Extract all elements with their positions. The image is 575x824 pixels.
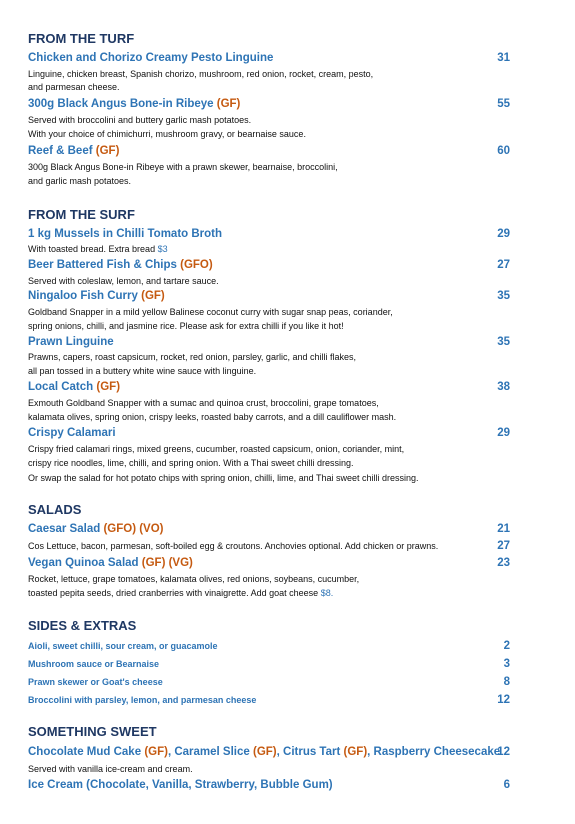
item-name-text: Prawn Linguine	[28, 336, 114, 348]
item-description: Prawns, capers, roast capsicum, rocket, red onion, parsley, garlic, and chilli flakes,	[28, 352, 356, 362]
item-description: and parmesan cheese.	[28, 82, 120, 92]
item-name-text: Reef & Beef	[28, 145, 93, 157]
dessert-name: , Caramel Slice	[167, 746, 253, 758]
dessert-name: Chocolate Mud Cake	[28, 746, 145, 758]
dietary-tag: (GF)	[96, 381, 121, 393]
section-title-salads: SALADS	[28, 502, 82, 517]
side-item-price: 12	[497, 694, 510, 706]
item-name-text: 1 kg Mussels in Chilli Tomato Broth	[28, 228, 223, 240]
dessert-name: , Citrus Tart	[276, 746, 344, 758]
item-description: Or swap the salad for hot potato chips with spring onion, chilli, lime, and Thai sweet chilli dressing.	[28, 473, 419, 483]
item-price: 27	[497, 259, 510, 271]
dietary-tag: (GFO)	[180, 259, 213, 271]
dietary-tag: (GF)	[252, 746, 277, 758]
item-description: Exmouth Goldband Snapper with a sumac and quinoa crust, broccolini, grape tomatoes,	[28, 398, 379, 408]
item-name	[28, 336, 114, 348]
side-item-price: 2	[503, 640, 510, 652]
item-description	[28, 244, 168, 255]
item-name	[28, 228, 222, 240]
side-item-name: Broccolini with parsley, lemon, and parmesan cheese	[28, 695, 257, 705]
item-price: 6	[503, 779, 510, 791]
section-title-sides: SIDES & EXTRAS	[28, 618, 137, 633]
item-description: 300g Black Angus Bone-in Ribeye with a prawn skewer, bearnaise, broccolini,	[28, 162, 338, 172]
side-item-name: Prawn skewer or Goat's cheese	[28, 677, 163, 687]
item-name-text: Local Catch	[28, 381, 94, 393]
dietary-tag: (GF)	[144, 746, 168, 758]
item-name	[28, 427, 116, 439]
item-description: Cos Lettuce, bacon, parmesan, soft-boiled egg & croutons. Anchovies optional. Add chicken or prawns.	[28, 541, 439, 551]
item-name	[28, 52, 273, 64]
item-description: Served with coleslaw, lemon, and tartare sauce.	[28, 276, 219, 286]
item-price: 29	[497, 228, 510, 240]
item-description: Linguine, chicken breast, Spanish chorizo, mushroom, red onion, rocket, cream, pesto,	[28, 69, 374, 79]
dietary-tag: (GF)	[216, 98, 241, 110]
section-title-turf: FROM THE TURF	[28, 31, 135, 46]
item-price: 31	[497, 52, 510, 64]
item-price: 21	[497, 523, 510, 535]
item-price: 12	[497, 746, 510, 758]
item-name-text: Ice Cream (Chocolate, Vanilla, Strawberry, Bubble Gum)	[28, 779, 333, 791]
side-item-price: 3	[503, 658, 510, 670]
dietary-tag: (GFO) (VO)	[103, 523, 164, 535]
dietary-tag: (GF) (VG)	[141, 557, 193, 569]
section-title-surf: FROM THE SURF	[28, 207, 135, 222]
dietary-tag: (GF)	[343, 746, 368, 758]
item-name	[28, 523, 164, 535]
item-price: 23	[497, 557, 510, 569]
item-price: 55	[497, 98, 510, 110]
extra-price: $3	[157, 244, 168, 254]
section-title-sweet: SOMETHING SWEET	[28, 724, 157, 739]
item-name	[28, 381, 120, 393]
item-description: Served with vanilla ice-cream and cream.	[28, 764, 193, 774]
item-description	[28, 588, 333, 599]
item-name-text: Chicken and Chorizo Creamy Pesto Linguine	[28, 52, 274, 64]
dietary-tag: (GF)	[95, 145, 120, 157]
item-name-text: Vegan Quinoa Salad	[28, 557, 139, 569]
dessert-name: , Raspberry Cheesecake	[367, 746, 501, 758]
item-name	[28, 290, 165, 302]
item-description: spring onions, chilli, and jasmine rice. Please ask for extra chilli if you like it hot!	[28, 321, 344, 331]
item-price: 29	[497, 427, 510, 439]
side-item-price: 8	[503, 676, 510, 688]
item-description: Served with broccolini and buttery garlic mash potatoes.	[28, 115, 252, 125]
description-text: With toasted bread. Extra bread	[28, 244, 158, 254]
item-description: Rocket, lettuce, grape tomatoes, kalamata olives, red onions, soybeans, cucumber,	[28, 574, 360, 584]
item-description: With your choice of chimichurri, mushroom gravy, or bearnaise sauce.	[28, 129, 306, 139]
item-description: Goldband Snapper in a mild yellow Balinese coconut curry with sugar snap peas, coriander,	[28, 307, 393, 317]
item-price: 35	[497, 290, 510, 302]
item-name	[28, 259, 213, 271]
item-description: kalamata olives, spring onion, crispy leeks, roasted baby carrots, and a dill cauliflower mash.	[28, 412, 397, 422]
item-description: Crispy fried calamari rings, mixed greens, cucumber, roasted capsicum, onion, coriander, mint,	[28, 444, 405, 454]
item-name-text: Beer Battered Fish & Chips	[28, 259, 177, 271]
side-item-name: Mushroom sauce or Bearnaise	[28, 659, 160, 669]
item-name	[28, 779, 333, 791]
item-price: 60	[497, 145, 510, 157]
item-name	[28, 557, 193, 569]
item-name-text: Crispy Calamari	[28, 427, 116, 439]
side-item-name: Aioli, sweet chilli, sour cream, or guacamole	[28, 641, 218, 651]
description-text: toasted pepita seeds, dried cranberries with vinaigrette. Add goat cheese	[28, 588, 321, 598]
item-description: all pan tossed in a buttery white wine sauce with linguine.	[28, 366, 257, 376]
item-name-text: 300g Black Angus Bone-in Ribeye	[28, 98, 214, 110]
item-name-text: Ningaloo Fish Curry	[28, 290, 138, 302]
dietary-tag: (GF)	[141, 290, 165, 302]
add-on-price: 27	[497, 540, 510, 552]
item-name	[28, 145, 119, 157]
item-description: and garlic mash potatoes.	[28, 176, 132, 186]
item-price: 38	[497, 381, 510, 393]
item-name	[28, 746, 500, 758]
item-name	[28, 98, 240, 110]
item-description: crispy rice noodles, lime, chilli, and spring onion. With a Thai sweet chilli dressing.	[28, 458, 354, 468]
item-name-text: Caesar Salad	[28, 523, 101, 535]
item-price: 35	[497, 336, 510, 348]
extra-price: $8.	[320, 588, 334, 598]
